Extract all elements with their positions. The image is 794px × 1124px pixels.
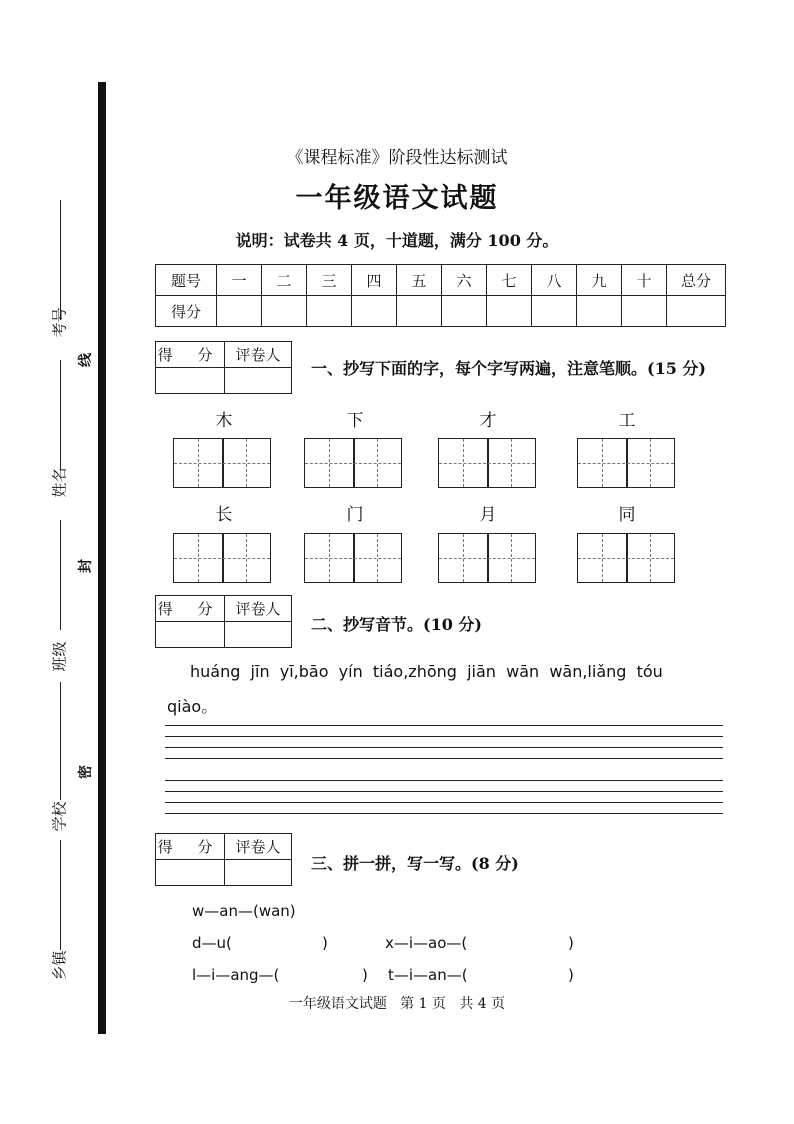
score-entry[interactable]	[156, 622, 225, 648]
q1-char: 下	[346, 411, 364, 431]
xingming-label: 姓名	[50, 467, 69, 498]
total-header: 总分	[667, 265, 726, 296]
score-entry[interactable]	[156, 860, 225, 886]
writing-grid[interactable]	[438, 533, 536, 583]
writing-grid[interactable]	[577, 438, 675, 488]
writing-line[interactable]	[165, 747, 723, 748]
score-label: 得 分	[156, 834, 225, 860]
reviewer-label: 评卷人	[225, 342, 292, 368]
column-header: 三	[307, 265, 352, 296]
exam-subtitle: 《课程标准》阶段性达标测试	[286, 148, 508, 168]
reviewer-label: 评卷人	[225, 834, 292, 860]
column-header: 四	[352, 265, 397, 296]
q3-item-tian: t—i—an—(	[388, 966, 468, 984]
q3-example: w—an—(wan)	[192, 902, 296, 920]
q2-heading: 二、抄写音节。(10 分)	[311, 615, 482, 634]
page-footer: 一年级语文试题 第 1 页 共 4 页	[288, 996, 506, 1012]
q1-char: 木	[215, 411, 233, 431]
q1-char: 才	[479, 411, 497, 431]
q1-char: 工	[618, 411, 636, 431]
column-header: 二	[262, 265, 307, 296]
score-table	[155, 264, 726, 327]
score-cell[interactable]	[442, 296, 487, 327]
writing-line[interactable]	[165, 736, 723, 737]
reviewer-entry[interactable]	[225, 860, 292, 886]
banji-label: 班级	[50, 641, 69, 672]
q1-char: 门	[346, 505, 364, 525]
writing-grid[interactable]	[173, 438, 271, 488]
binding-margin-line	[98, 82, 106, 1034]
grader-box-q3	[155, 833, 292, 886]
writing-grid[interactable]	[438, 438, 536, 488]
xiangzhen-line	[60, 840, 61, 950]
row-header-cell: 题号	[156, 265, 217, 296]
column-header: 一	[217, 265, 262, 296]
q1-heading: 一、抄写下面的字，每个字写两遍，注意笔顺。(15 分)	[311, 359, 706, 378]
seal-mark-feng: 封	[78, 559, 94, 573]
grader-box-q2	[155, 595, 292, 648]
writing-line[interactable]	[165, 791, 723, 792]
score-table-header-row	[156, 265, 726, 296]
q1-char: 长	[215, 505, 233, 525]
pinyin-line-1: huáng jīn yī,bāo yín tiáo,zhōng jiān wān wān,liǎng tóu	[190, 662, 663, 681]
score-cell[interactable]	[622, 296, 667, 327]
writing-line[interactable]	[165, 780, 723, 781]
q3-item-du: d—u(	[192, 934, 232, 952]
kaohao-label: 考号	[50, 307, 69, 338]
seal-mark-xian: 线	[78, 353, 94, 367]
xingming-line	[60, 360, 61, 470]
reviewer-entry[interactable]	[225, 368, 292, 394]
xuexiao-label: 学校	[50, 801, 69, 832]
q3-heading: 三、拼一拼，写一写。(8 分)	[311, 854, 519, 873]
column-header: 九	[577, 265, 622, 296]
score-cell[interactable]	[262, 296, 307, 327]
writing-line[interactable]	[165, 758, 723, 759]
score-cell[interactable]	[487, 296, 532, 327]
q1-char: 同	[618, 505, 636, 525]
column-header: 六	[442, 265, 487, 296]
q3-item-tian-close: )	[568, 966, 574, 984]
score-cell[interactable]	[577, 296, 622, 327]
q3-item-du-close: )	[322, 934, 328, 952]
exam-instructions: 说明：试卷共 4 页，十道题，满分 100 分。	[235, 231, 559, 250]
column-header: 十	[622, 265, 667, 296]
reviewer-label: 评卷人	[225, 596, 292, 622]
banji-line	[60, 520, 61, 630]
kaohao-line	[60, 200, 61, 320]
score-label-cell: 得分	[156, 296, 217, 327]
score-label: 得 分	[156, 596, 225, 622]
writing-grid[interactable]	[304, 533, 402, 583]
score-cell[interactable]	[307, 296, 352, 327]
xuexiao-line	[60, 682, 61, 800]
q3-item-liang: l—i—ang—(	[192, 966, 280, 984]
score-cell[interactable]	[397, 296, 442, 327]
writing-line[interactable]	[165, 725, 723, 726]
score-table-score-row	[156, 296, 726, 327]
seal-mark-mi: 密	[78, 765, 94, 779]
writing-line[interactable]	[165, 813, 723, 814]
q3-item-xiao-close: )	[568, 934, 574, 952]
writing-grid[interactable]	[173, 533, 271, 583]
column-header: 五	[397, 265, 442, 296]
column-header: 八	[532, 265, 577, 296]
q3-item-xiao: x—i—ao—(	[385, 934, 468, 952]
score-entry[interactable]	[156, 368, 225, 394]
grader-box-q1	[155, 341, 292, 394]
q1-char: 月	[479, 505, 497, 525]
column-header: 七	[487, 265, 532, 296]
score-label: 得 分	[156, 342, 225, 368]
writing-grid[interactable]	[577, 533, 675, 583]
total-score-cell[interactable]	[667, 296, 726, 327]
score-cell[interactable]	[352, 296, 397, 327]
writing-line[interactable]	[165, 802, 723, 803]
exam-title: 一年级语文试题	[295, 183, 499, 214]
score-cell[interactable]	[532, 296, 577, 327]
reviewer-entry[interactable]	[225, 622, 292, 648]
xiangzhen-label: 乡镇	[50, 950, 69, 981]
pinyin-line-2: qiào。	[167, 697, 218, 716]
score-cell[interactable]	[217, 296, 262, 327]
q3-item-liang-close: )	[362, 966, 368, 984]
writing-grid[interactable]	[304, 438, 402, 488]
